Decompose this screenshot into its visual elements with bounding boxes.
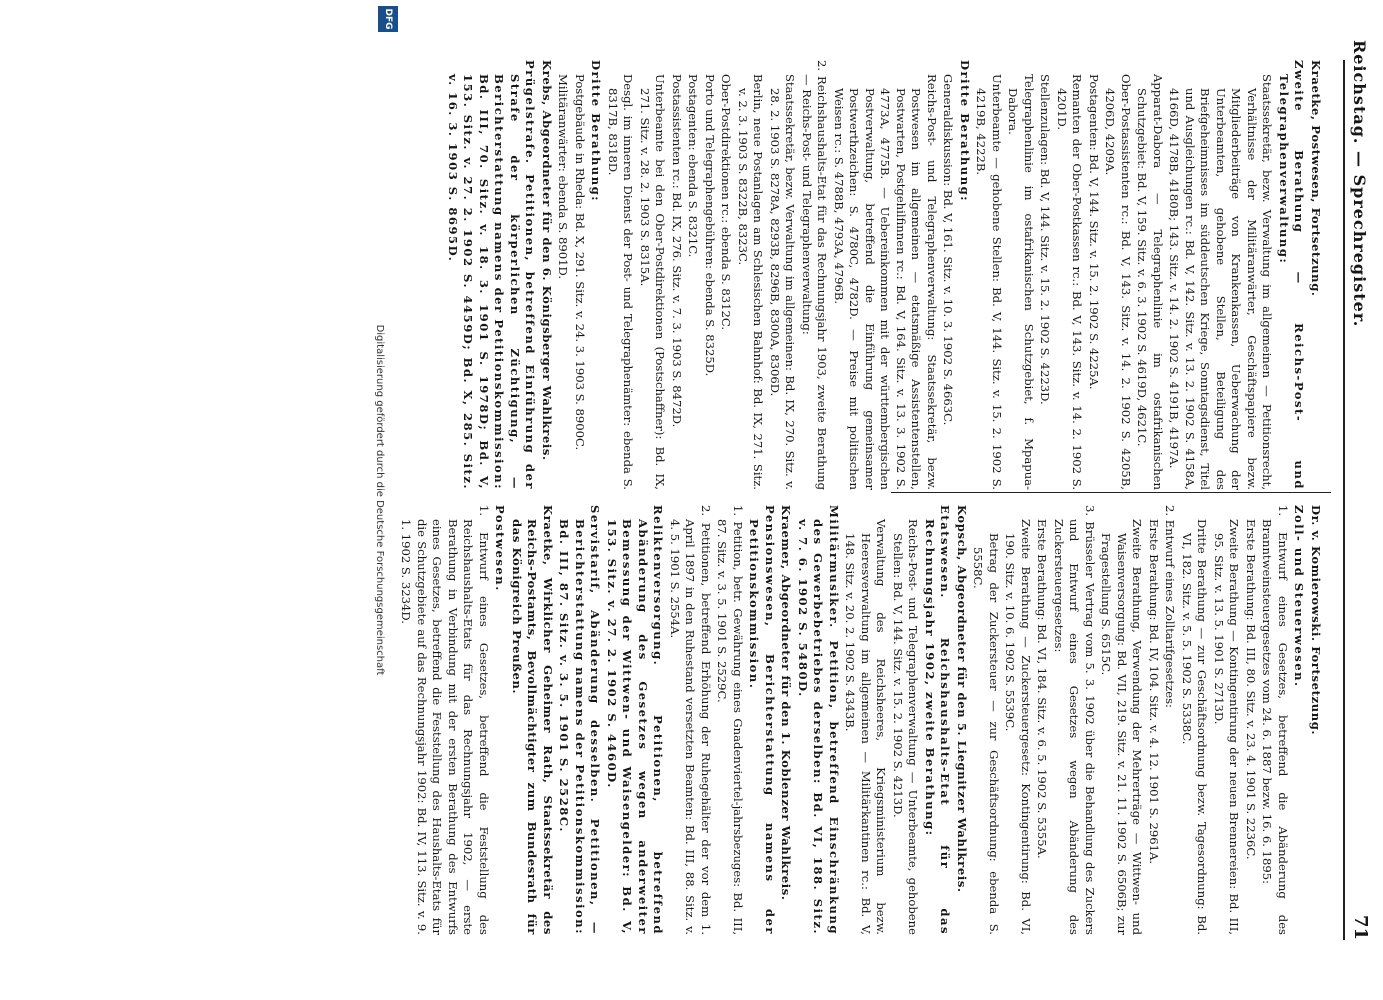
running-head: Reichstag. — Sprechregister.: [1350, 40, 1369, 328]
register-entry-head: Pensionswesen, Berichterstattung namens der Petitionskommission.: [747, 505, 777, 935]
register-entry-sub: Remanten der Ober-Postkassen rc.: Bd. V, 143. Sitz. v. 14. 2. 1902 S. 4201D.: [1055, 74, 1085, 490]
register-entry-sub: Stellenzulagen: Bd. V, 144. Sitz. v. 15. 2. 1902 S. 4223D.: [1038, 74, 1053, 405]
register-entry-sub: Staatssekretär, bezw. Verwaltung im allgemeinen: Bd. IX, 270. Sitz. v. 28. 2. 1903 S. 8278A, 8293B, 8296B, 8300A, 8306D.: [768, 74, 798, 490]
register-entry-sub: Reichs-Post- und Telegraphenverwaltung — Unterbeamte, gehobene Stellen: Bd. V, 144. Sitz. v. 15. 2. 1902 S. 4213D.: [891, 519, 921, 935]
left-column: [397, 505, 1323, 935]
register-entry-sub: Unterbeamte bei den Ober-Postdirektionen (Postschaffner): Bd. IX, 271. Sitz. v. 28. 2. 1903 S. 8315A.: [638, 74, 668, 490]
dfg-logo: DFG: [378, 6, 398, 32]
register-entry-sub: Unterbeamte — gehobene Stellen: Bd. V, 144. Sitz. v. 15. 2. 1902 S. 4219B, 4222B.: [974, 74, 1004, 490]
register-entry-entry: 2. Petitionen, betreffend Erhöhung der Ruhegehälter der vor dem 1. April 1897 in den Ruhestand versetzten Beamten: Bd. III, 88. Sitz. v. 4. 5. 1901 S. 2554A.: [668, 505, 713, 935]
register-entry-sub: Postagenten: ebenda S. 8321C.: [686, 74, 701, 258]
page-number: 71: [1350, 914, 1371, 940]
register-entry-sub: Erste Berathung: Bd. VI, 184. Sitz. v. 6. 5. 1902 S. 5355A.: [1035, 519, 1050, 859]
register-entry-sub: Erste Berathung: Bd. IV, 104. Sitz. v. 4. 12. 1901 S. 2961A.: [1147, 519, 1161, 865]
register-entry-head: Reliktenversorgung. Petitionen, betreffend Abänderung des Gesetzes wegen anderweiter Bemessung der Wittwen- und Waisengelder: Bd. V, 153. Sitz. v. 27. 2. 1902 S. 4460D.: [605, 505, 666, 935]
register-entry-sub: Erste Berathung: Bd. III, 80. Sitz. v. 23. 4. 1901 S. 2236C.: [1244, 519, 1258, 860]
register-entry-sub: Berlin, neue Postanlagen am Schlesischen Bahnhof: Bd. IX, 271. Sitz. v. 2. 3. 1903 S. 8322B, 8323C.: [736, 74, 766, 490]
column-rule: [891, 492, 1331, 493]
header-rule: [1343, 60, 1345, 940]
register-entry-head: Dritte Berathung:: [589, 60, 604, 203]
register-entry-sub: Ober-Postdirektionen rc.: ebenda S. 8312C.: [719, 74, 734, 331]
register-entry-head: Zoll- und Steuerwesen.: [1292, 505, 1307, 688]
register-entry-sub: Ober-Postassistenten rc.: Bd. V, 143. Sitz. v. 14. 2. 1902 S. 4205B, 4206D, 4209A.: [1103, 74, 1133, 490]
register-entry-sub: Apparat-Dabora — Telegraphenlinie im ostafrikanischen Schutzgebiet: Bd. V, 159. Sitz. v. 6. 3. 1902 S. 4619D, 4621C.: [1135, 74, 1165, 490]
register-entry-sub: Postagenten: Bd. V, 144. Sitz. v. 15. 2. 1902 S. 4225A.: [1087, 74, 1101, 390]
register-entry-entry: 1. Entwurf eines Gesetzes, betreffend die Feststellung des Reichshaushalts-Etats für das Rechnungsjahr 1902, — erste Berathung in Verbindung mit der ersten Berathung des Entwurfs eines Gesetzes, betreffend die Feststellung des Haushalts-Etats für die Schutzgebiete auf das Rechnungsjahr 1902: Bd. IV, 113. Sitz. v. 9. 1. 1902 S. 3234D.: [399, 505, 491, 935]
register-entry-entry: 2. Reichshaushalts-Etat für das Rechnungsjahr 1903, zweite Berathung — Reichs-Post- und Telegraphenverwaltung:: [800, 60, 830, 490]
register-entry-head: Etatswesen. Reichshaushalts-Etat für das Rechnungsjahr 1902, zweite Berathung:: [923, 505, 953, 935]
register-entry-sub: Militäranwärter: ebenda S. 8901D.: [556, 74, 571, 280]
register-entry-sub: Telegraphenlinie im ostafrikanischen Schutzgebiet, f. Mpapua-Dabora.: [1006, 74, 1036, 490]
register-entry-entry: 1. Petition, betr. Gewährung eines Gnadenviertel-jahrsbezuges: Bd. III, 87. Sitz. v. 3. 5. 1901 S. 2529C.: [715, 505, 745, 935]
register-entry-name: Kraetke, Postwesen, Fortsetzung.: [1309, 60, 1323, 297]
register-entry-name: Kopsch, Abgeordneter für den 5. Liegnitzer Wahlkreis.: [955, 505, 969, 893]
register-entry-sub: Generaldiskussion: Bd. V, 161. Sitz. v. 10. 3. 1902 S. 4663C.: [941, 74, 956, 426]
register-entry-entry: 3. Brüsseler Vertrag vom 5. 3. 1902 über die Behandlung des Zuckers und Entwurf eines Gesetzes wegen Abänderung des Zuckersteuergesetzes:: [1052, 505, 1097, 935]
register-entry-sub2: Betrag der Zuckersteuer — zur Geschäftsordnung: ebenda S. 5558C.: [971, 533, 1001, 935]
register-entry-sub: Dritte Berathung — zur Geschäftsordnung bezw. Tagesordnung: Bd. VI, 182. Sitz. v. 5. 5. 1902 S. 5338C.: [1180, 519, 1210, 935]
register-entry-entry: 2. Entwurf eines Zolltarifgesetzes:: [1163, 505, 1178, 708]
register-entry-sub: Desgl. im inneren Dienst der Post- und Telegraphenämter: ebenda S. 8317B, 8318D.: [606, 74, 636, 490]
register-entry-head: Dritte Berathung:: [958, 60, 972, 203]
register-entry-sub: Postgebäude in Rheda: Bd. X, 291. Sitz. v. 24. 3. 1903 S. 8900C.: [573, 74, 587, 451]
register-entry-head: Militärmusiker. Petition, betreffend Einschränkung des Gewerbebetriebes derselben: Bd. VI, 188. Sitz. v. 7. 6. 1902 S. 5480D.: [796, 505, 841, 935]
register-entry-entry: 1. Entwurf eines Gesetzes, betreffend die Abänderung des Branntweinsteuergesetzes vom 24. 6. 1887 bezw. 16. 6. 1895:: [1260, 505, 1290, 935]
register-entry-name: Krebs, Abgeordneter für den 6. Königsberger Wahlkreis.: [540, 60, 554, 461]
register-entry-head: Servistarif, Abänderung desselben. Petitionen, — Berichterstattung namens der Petitionskommission: Bd. III, 87. Sitz. v. 3. 5. 1901 S. 2528C.: [557, 505, 603, 935]
register-entry-name: Kraetke, Wirklicher Geheimer Rath, Staatssekretär des Reichs-Postamts, Bevollmächtigter zum Bundesrath für das Königreich Preußen.: [510, 505, 555, 935]
register-entry-head: Prügelstrafe. Petitionen, betreffend Einführung der Strafe der körperlichen Züchtigung, — Berichterstattung namens der Petitionskommission: Bd. III, 70. Sitz. v. 18. 3. 1901 S. 1978D; Bd. V, 153. Sitz. v. 27. 2. 1902 S. 4459D; Bd. X, 285. Sitz. v. 16. 3. 1903 S. 8695D.: [446, 60, 538, 490]
register-entry-sub: Reichs-Post- und Telegraphenverwaltung: Staatssekretär, bezw. Postwesen im allgemeinen — etatsmäßige Assistentenstellen, Postwarten, Postgehilfinnen rc.: Bd. V, 164. Sitz. v. 13. 3. 1902 S. 4773A, 4775B. — Uebereinkommen mit der württembergischen Postverwaltung, betreffend die Einführung gemeinsamer Postwerthzeichen: S. 4780C, 4782D. — Preise mit politischen Weisen rc.: S. 4788B, 4793A, 4796B.: [832, 74, 939, 490]
register-entry-sub: Verwaltung des Reichsheeres, Kriegsministerium bezw. Heeresverwaltung im allgemeinen — Militärkantinen rc.: Bd. V, 148. Sitz. v. 20. 2. 1902 S. 4343B.: [843, 519, 889, 935]
register-entry-sub: Staatssekretär, bezw. Verwaltung im allgemeinen — Petitionsrecht, Verhältnisse der Militäranwärter, Geschäftspapiere bezw. Mitgliederbeiträge von Krankenkassen, Ueberwachung der Unterbeamten, gehobene Stellen, Beteiligung des Briefgeheimnisses im süddeutschen Kriege, Sonntagsdienst, Titel und Ausgleichungen rc.: Bd. V, 142. Sitz. v. 13. 2. 1902 S. 4158A, 4166D, 4178B, 4180B; 143. Sitz. v. 14. 2. 1902 S. 4191B, 4197A.: [1167, 74, 1275, 490]
register-entry-sub: Porto und Telegraphengebühren: ebenda S. 8325D.: [703, 74, 717, 377]
register-entry-sub: Postassistenten rc.: Bd. IX, 276. Sitz. v. 7. 3. 1903 S. 8472D.: [670, 74, 684, 428]
register-entry-head: Postwesen.: [493, 505, 508, 592]
digitization-credit: Digitalisierung gefördert durch die Deutsche Forschungsgemeinschaft: [374, 324, 385, 676]
register-entry-sub: Zweite Berathung — Zuckersteuergesetz: Kontingentirung: Bd. VI, 190. Sitz. v. 10. 6. 1902 S. 5539C.: [1003, 519, 1033, 935]
register-entry-sub: Zweite Berathung — Kontingentirung der neuen Brennereien: Bd. III, 95. Sitz. v. 13. 5. 1901 S. 2713D.: [1212, 519, 1242, 935]
register-entry-name: Kraemer, Abgeordneter für den 1. Koblenzer Wahlkreis.: [779, 505, 794, 901]
register-entry-sub: Zweite Berathung, Verwendung der Mehrerträge — Wittwen- und Waisenversorgung: Bd. VII, 219. Sitz. v. 21. 11. 1902 S. 6506B; zur Fragestellung S. 6515C.: [1099, 519, 1145, 935]
register-entry-head: Zweite Berathung — Reichs-Post- und Telegraphenverwaltung:: [1277, 60, 1307, 490]
register-entry-name: Dr. v. Komierowski. Fortsetzung.: [1309, 505, 1323, 736]
right-column: [444, 60, 1324, 490]
